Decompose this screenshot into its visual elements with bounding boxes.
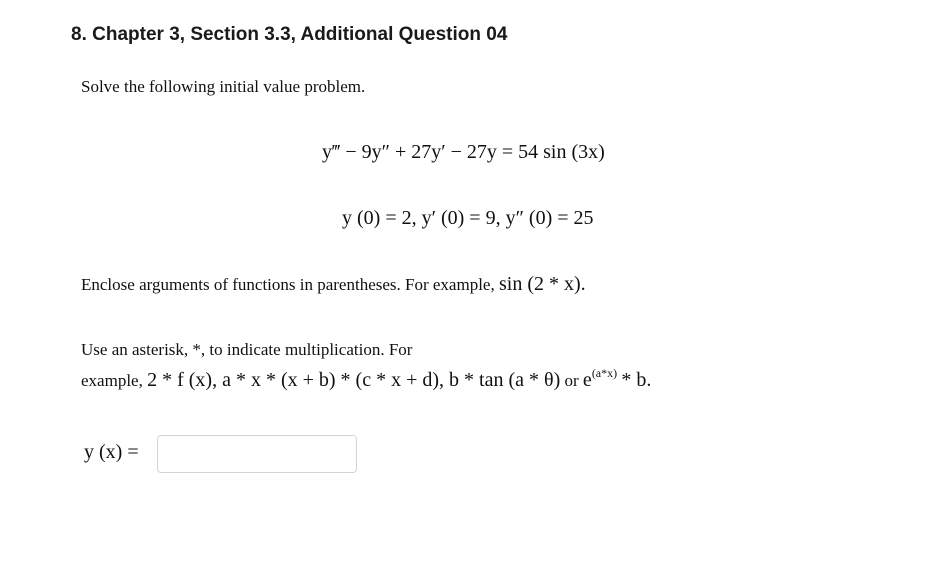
answer-label: y (x) = [84,441,139,463]
exp-power: (a*x) [591,366,618,380]
multiplication-example-math: 2 * f (x), a * x * (x + b) * (c * x + d), b * tan (a * θ) [147,369,561,391]
multiplication-example-end: * b. [621,369,652,391]
initial-conditions: y (0) = 2, y′ (0) = 9, y″ (0) = 25 [342,207,594,229]
differential-equation: y‴ − 9y″ + 27y′ − 27y = 54 sin (3x) [322,141,605,163]
question-prompt: Solve the following initial value problem. [81,77,366,96]
question-title: 8. Chapter 3, Section 3.3, Additional Question 04 [71,24,508,45]
parentheses-instruction [81,273,586,296]
multiplication-example-prefix: example, [81,371,143,390]
parentheses-instruction-text: Enclose arguments of functions in parentheses. For example, [81,275,495,294]
multiplication-example [81,366,652,392]
exp-base: e [582,369,592,391]
or-text: or [564,371,579,390]
parentheses-example: sin (2 * x). [498,273,586,295]
multiplication-instruction: Use an asterisk, *, to indicate multiplication. For [81,340,413,359]
answer-input[interactable] [157,435,357,473]
